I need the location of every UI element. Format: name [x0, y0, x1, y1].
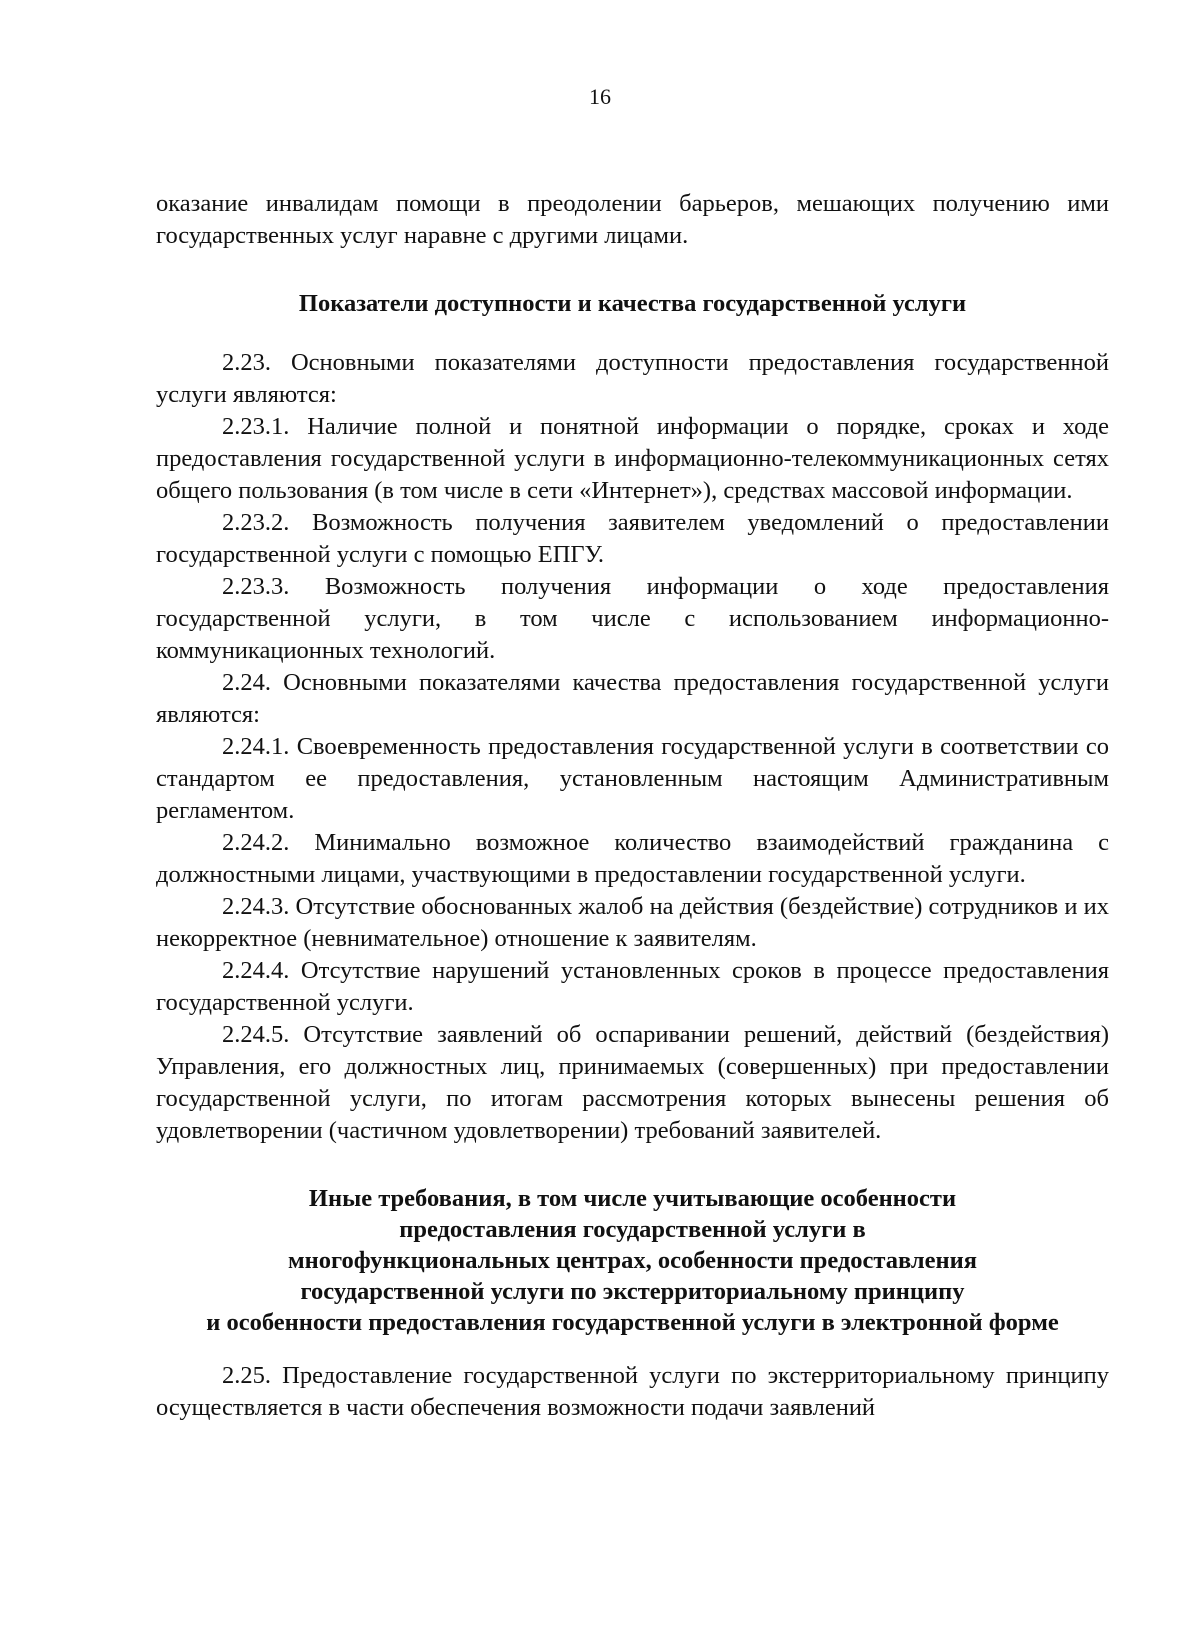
- paragraph-2-23: 2.23. Основными показателями доступности предоставления государственной услуги являются:: [156, 349, 1109, 408]
- page-number: 16: [589, 84, 611, 109]
- paragraph-2-23-2: 2.23.2. Возможность получения заявителем уведомлений о предоставлении государственной услуги с помощью ЕПГУ.: [156, 509, 1109, 568]
- heading-line: многофункциональных центрах, особенности предоставления: [287, 1247, 978, 1274]
- paragraph-2-24-5: 2.24.5. Отсутствие заявлений об оспаривании решений, действий (бездействия) Управления, его должностных лиц, принимаемых (совершенных) при предоставлении государственной услуги, по итогам рассмотрения которых вынесены решения об удовлетворении (частичном удовлетворении) требований заявителей.: [156, 1021, 1109, 1144]
- paragraph-2-24-3: 2.24.3. Отсутствие обоснованных жалоб на действия (бездействие) сотрудников и их некорректное (невнимательное) отношение к заявителям.: [156, 893, 1109, 952]
- intro-paragraph: оказание инвалидам помощи в преодолении барьеров, мешающих получению ими государственных услуг наравне с другими лицами.: [156, 190, 1109, 249]
- section-heading-other-requirements: [156, 1183, 1109, 1338]
- paragraph-2-25: 2.25. Предоставление государственной услуги по экстерриториальному принципу осуществляется в части обеспечения возможности подачи заявлений: [156, 1362, 1109, 1421]
- heading-line: государственной услуги по экстерриториальному принципу: [300, 1278, 965, 1305]
- paragraph-2-23-3: 2.23.3. Возможность получения информации о ходе предоставления государственной услуги, в том числе с использованием информационно-коммуникационных технологий.: [156, 573, 1109, 664]
- document-body: [156, 188, 1109, 1424]
- heading-line: предоставления государственной услуги в: [399, 1216, 866, 1243]
- paragraph-2-24-1: 2.24.1. Своевременность предоставления государственной услуги в соответствии со стандартом ее предоставления, установленным настоящим Административным регламентом.: [156, 733, 1109, 824]
- heading-line: и особенности предоставления государственной услуги в электронной форме: [206, 1309, 1059, 1336]
- paragraph-2-24-2: 2.24.2. Минимально возможное количество взаимодействий гражданина с должностными лицами, участвующими в предоставлении государственной услуги.: [156, 829, 1109, 888]
- paragraph-2-24: 2.24. Основными показателями качества предоставления государственной услуги являются:: [156, 669, 1109, 728]
- paragraph-2-23-1: 2.23.1. Наличие полной и понятной информации о порядке, сроках и ходе предоставления государственной услуги в информационно-телекоммуникационных сетях общего пользования (в том числе в сети «Интернет»), средствах массовой информации.: [156, 413, 1109, 504]
- section-heading-accessibility: Показатели доступности и качества государственной услуги: [298, 290, 967, 317]
- paragraph-2-24-4: 2.24.4. Отсутствие нарушений установленных сроков в процессе предоставления государственной услуги.: [156, 957, 1109, 1016]
- heading-line: Иные требования, в том числе учитывающие особенности: [308, 1185, 957, 1212]
